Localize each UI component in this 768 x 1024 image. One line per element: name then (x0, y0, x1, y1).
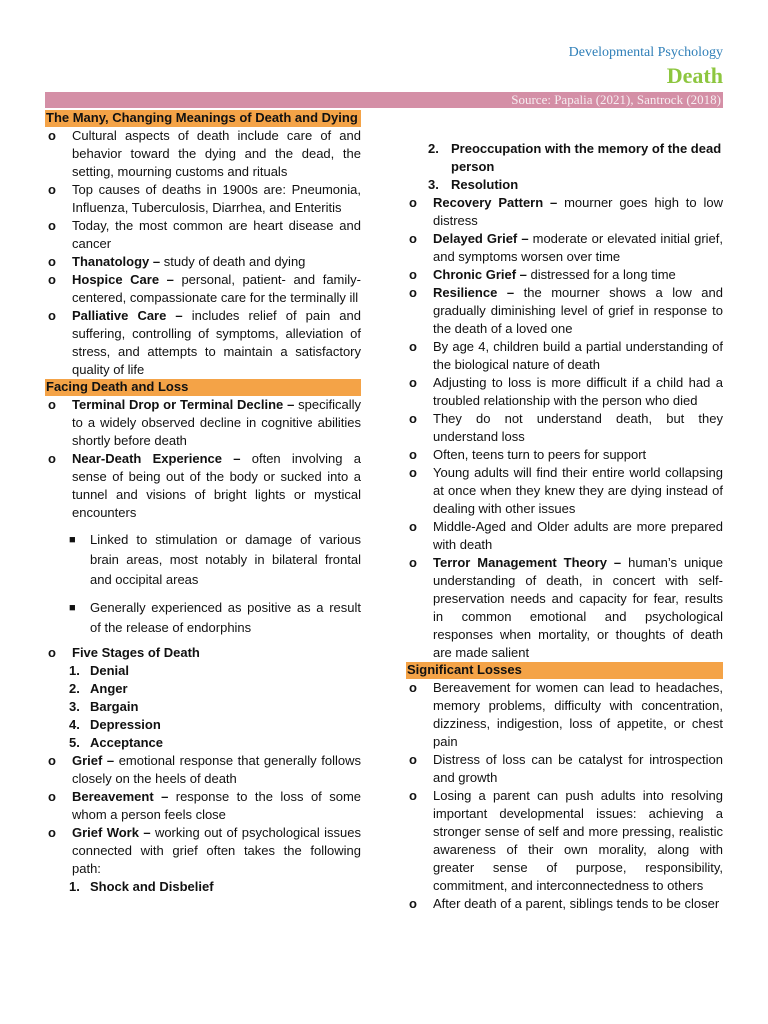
left-column (45, 110, 361, 896)
item-text: personal, patient- and family-centered, compassionate care for the terminally ill (72, 272, 361, 305)
list-item (45, 644, 361, 662)
bullet-mark: o (409, 195, 417, 210)
item-text: Middle-Aged and Older adults are more prepared with death (433, 519, 723, 552)
number-mark: 5. (69, 735, 80, 750)
item-text: Shock and Disbelief (90, 879, 214, 894)
list-item (45, 307, 361, 379)
numbered-item (45, 662, 361, 680)
term: Recovery Pattern – (433, 195, 558, 210)
list-item (406, 751, 723, 787)
list-item (45, 253, 361, 271)
bullet-mark: o (48, 128, 56, 143)
bullet-mark: o (409, 752, 417, 767)
term: Terror Management Theory – (433, 555, 622, 570)
bullet-mark: o (409, 680, 417, 695)
list-item (45, 450, 361, 522)
bullet-mark: o (409, 465, 417, 480)
source-bar: Source: Papalia (2021), Santrock (2018) (45, 92, 723, 108)
bullet-mark: o (48, 397, 56, 412)
item-text: often involving a sense of being out of the body or sucked into a tunnel and visions of bright lights or mystical encounters (72, 451, 361, 520)
bullet-mark: o (48, 218, 56, 233)
number-mark: 1. (69, 663, 80, 678)
item-text: working out of psychological issues connected with grief often takes the following path: (72, 825, 361, 876)
bullet-mark: o (409, 896, 417, 911)
term: Terminal Drop or Terminal Decline – (72, 397, 295, 412)
bullet-mark: o (48, 825, 56, 840)
item-text: Bargain (90, 699, 139, 714)
bullet-mark: o (409, 231, 417, 246)
bullet-mark: o (48, 272, 56, 287)
term: Grief Work – (72, 825, 151, 840)
bullet-mark: o (409, 267, 417, 282)
item-text: Distress of loss can be catalyst for introspection and growth (433, 752, 723, 785)
bullet-mark: o (409, 339, 417, 354)
item-text: Cultural aspects of death include care of and behavior toward the dying and the dead, the setting, mourning customs and rituals (72, 128, 361, 179)
bullet-mark: o (48, 182, 56, 197)
square-bullet-icon: ■ (69, 534, 76, 546)
bullet-mark: o (48, 254, 56, 269)
term: Hospice Care – (72, 272, 174, 287)
numbered-item (406, 140, 723, 176)
term: Palliative Care – (72, 308, 183, 323)
bullet-mark: o (48, 753, 56, 768)
list-item (45, 217, 361, 253)
numbered-item (45, 698, 361, 716)
number-mark: 1. (69, 879, 80, 894)
term: Chronic Grief – (433, 267, 527, 282)
course-label: Developmental Psychology (568, 45, 723, 60)
term: Resilience – (433, 285, 515, 300)
numbered-item (45, 716, 361, 734)
section-heading-significant-losses: Significant Losses (406, 662, 723, 679)
item-text: specifically to a widely observed decline in cognitive abilities shortly before death (72, 397, 361, 448)
section-heading-meanings: The Many, Changing Meanings of Death and Dying (45, 110, 361, 127)
sub-list-item (45, 598, 361, 638)
list-item (406, 895, 723, 913)
number-mark: 3. (428, 177, 439, 192)
item-text: Anger (90, 681, 128, 696)
bullet-mark: o (48, 451, 56, 466)
item-text: response to the loss of some whom a person feels close (72, 789, 361, 822)
item-text: Top causes of deaths in 1900s are: Pneumonia, Influenza, Tuberculosis, Diarrhea, and Enteritis (72, 182, 361, 215)
item-text: Acceptance (90, 735, 163, 750)
item-text: Young adults will find their entire world collapsing at once when they knew they are dying instead of dealing with other issues (433, 465, 723, 516)
term: Delayed Grief – (433, 231, 529, 246)
section-heading-facing-death: Facing Death and Loss (45, 379, 361, 396)
item-text: study of death and dying (160, 254, 306, 269)
sub-list-item (45, 530, 361, 590)
list-item (406, 194, 723, 230)
item-text: moderate or elevated initial grief, and symptoms worsen over time (433, 231, 724, 264)
list-item (406, 464, 723, 518)
number-mark: 2. (428, 141, 439, 156)
bullet-mark: o (48, 789, 56, 804)
term: Near-Death Experience – (72, 451, 241, 466)
item-text: Adjusting to loss is more difficult if a child had a troubled relationship with the person who died (433, 375, 723, 408)
list-item (406, 679, 723, 751)
term: Grief – (72, 753, 115, 768)
square-bullet-icon: ■ (69, 602, 76, 614)
item-text: Linked to stimulation or damage of various brain areas, most notably in bilateral frontal and occipital areas (90, 532, 361, 587)
list-item (406, 446, 723, 464)
list-item (406, 338, 723, 374)
right-column (406, 140, 723, 913)
bullet-mark: o (48, 645, 56, 660)
list-item (406, 284, 723, 338)
item-text: Often, teens turn to peers for support (433, 447, 647, 462)
list-item (45, 181, 361, 217)
bullet-mark: o (409, 555, 417, 570)
list-item (45, 788, 361, 824)
bullet-mark: o (409, 375, 417, 390)
list-item (45, 824, 361, 878)
document-title: Death (666, 63, 723, 88)
item-text: By age 4, children build a partial understanding of the biological nature of death (433, 339, 723, 372)
list-item (45, 396, 361, 450)
item-text: mourner goes high to low distress (433, 195, 723, 228)
item-text: includes relief of pain and suffering, controlling of symptoms, alleviation of stress, and attempts to maintain a satisfactory quality of life (72, 308, 361, 377)
item-text: After death of a parent, siblings tends to be closer (433, 896, 720, 911)
list-item (406, 230, 723, 266)
item-text: Losing a parent can push adults into resolving important developmental issues: achieving a stronger sense of self and more pressing, realistic awareness of their own morality, along with greater sense of purpose, responsibility, commitment, and interconnectedness to others (433, 788, 723, 893)
term: Five Stages of Death (72, 645, 200, 660)
list-item (406, 410, 723, 446)
item-text: Generally experienced as positive as a result of the release of endorphins (90, 600, 361, 635)
term: Bereavement – (72, 789, 169, 804)
numbered-item (406, 176, 723, 194)
item-text: Resolution (451, 177, 519, 192)
numbered-item (45, 734, 361, 752)
item-text: They do not understand death, but they understand loss (433, 411, 723, 444)
item-text: Depression (90, 717, 161, 732)
item-text: the mourner shows a low and gradually diminishing level of grief in response to the death of a loved one (433, 285, 723, 336)
bullet-mark: o (409, 447, 417, 462)
item-text: distressed for a long time (526, 267, 676, 282)
bullet-mark: o (409, 788, 417, 803)
item-text: emotional response that generally follows closely on the heels of death (72, 753, 361, 786)
numbered-item (45, 680, 361, 698)
term: Thanatology – (72, 254, 161, 269)
bullet-mark: o (409, 411, 417, 426)
number-mark: 4. (69, 717, 80, 732)
list-item (406, 266, 723, 284)
number-mark: 2. (69, 681, 80, 696)
bullet-mark: o (48, 308, 56, 323)
bullet-mark: o (409, 285, 417, 300)
list-item (406, 374, 723, 410)
list-item (406, 787, 723, 895)
item-text: human’s unique understanding of death, in concert with self-preservation needs and capacity for fear, results in common emotional and psychological responses when mortality, or thoughts of death are made salient (433, 555, 723, 660)
item-text: Preoccupation with the memory of the dead person (451, 141, 722, 174)
list-item (45, 127, 361, 181)
numbered-item (45, 878, 361, 896)
list-item (45, 752, 361, 788)
bullet-mark: o (409, 519, 417, 534)
list-item (406, 518, 723, 554)
item-text: Today, the most common are heart disease and cancer (72, 218, 361, 251)
item-text: Denial (90, 663, 130, 678)
number-mark: 3. (69, 699, 80, 714)
list-item (406, 554, 723, 662)
list-item (45, 271, 361, 307)
item-text: Bereavement for women can lead to headaches, memory problems, difficulty with concentration, dizziness, indigestion, loss of appetite, or chest pain (433, 680, 723, 749)
